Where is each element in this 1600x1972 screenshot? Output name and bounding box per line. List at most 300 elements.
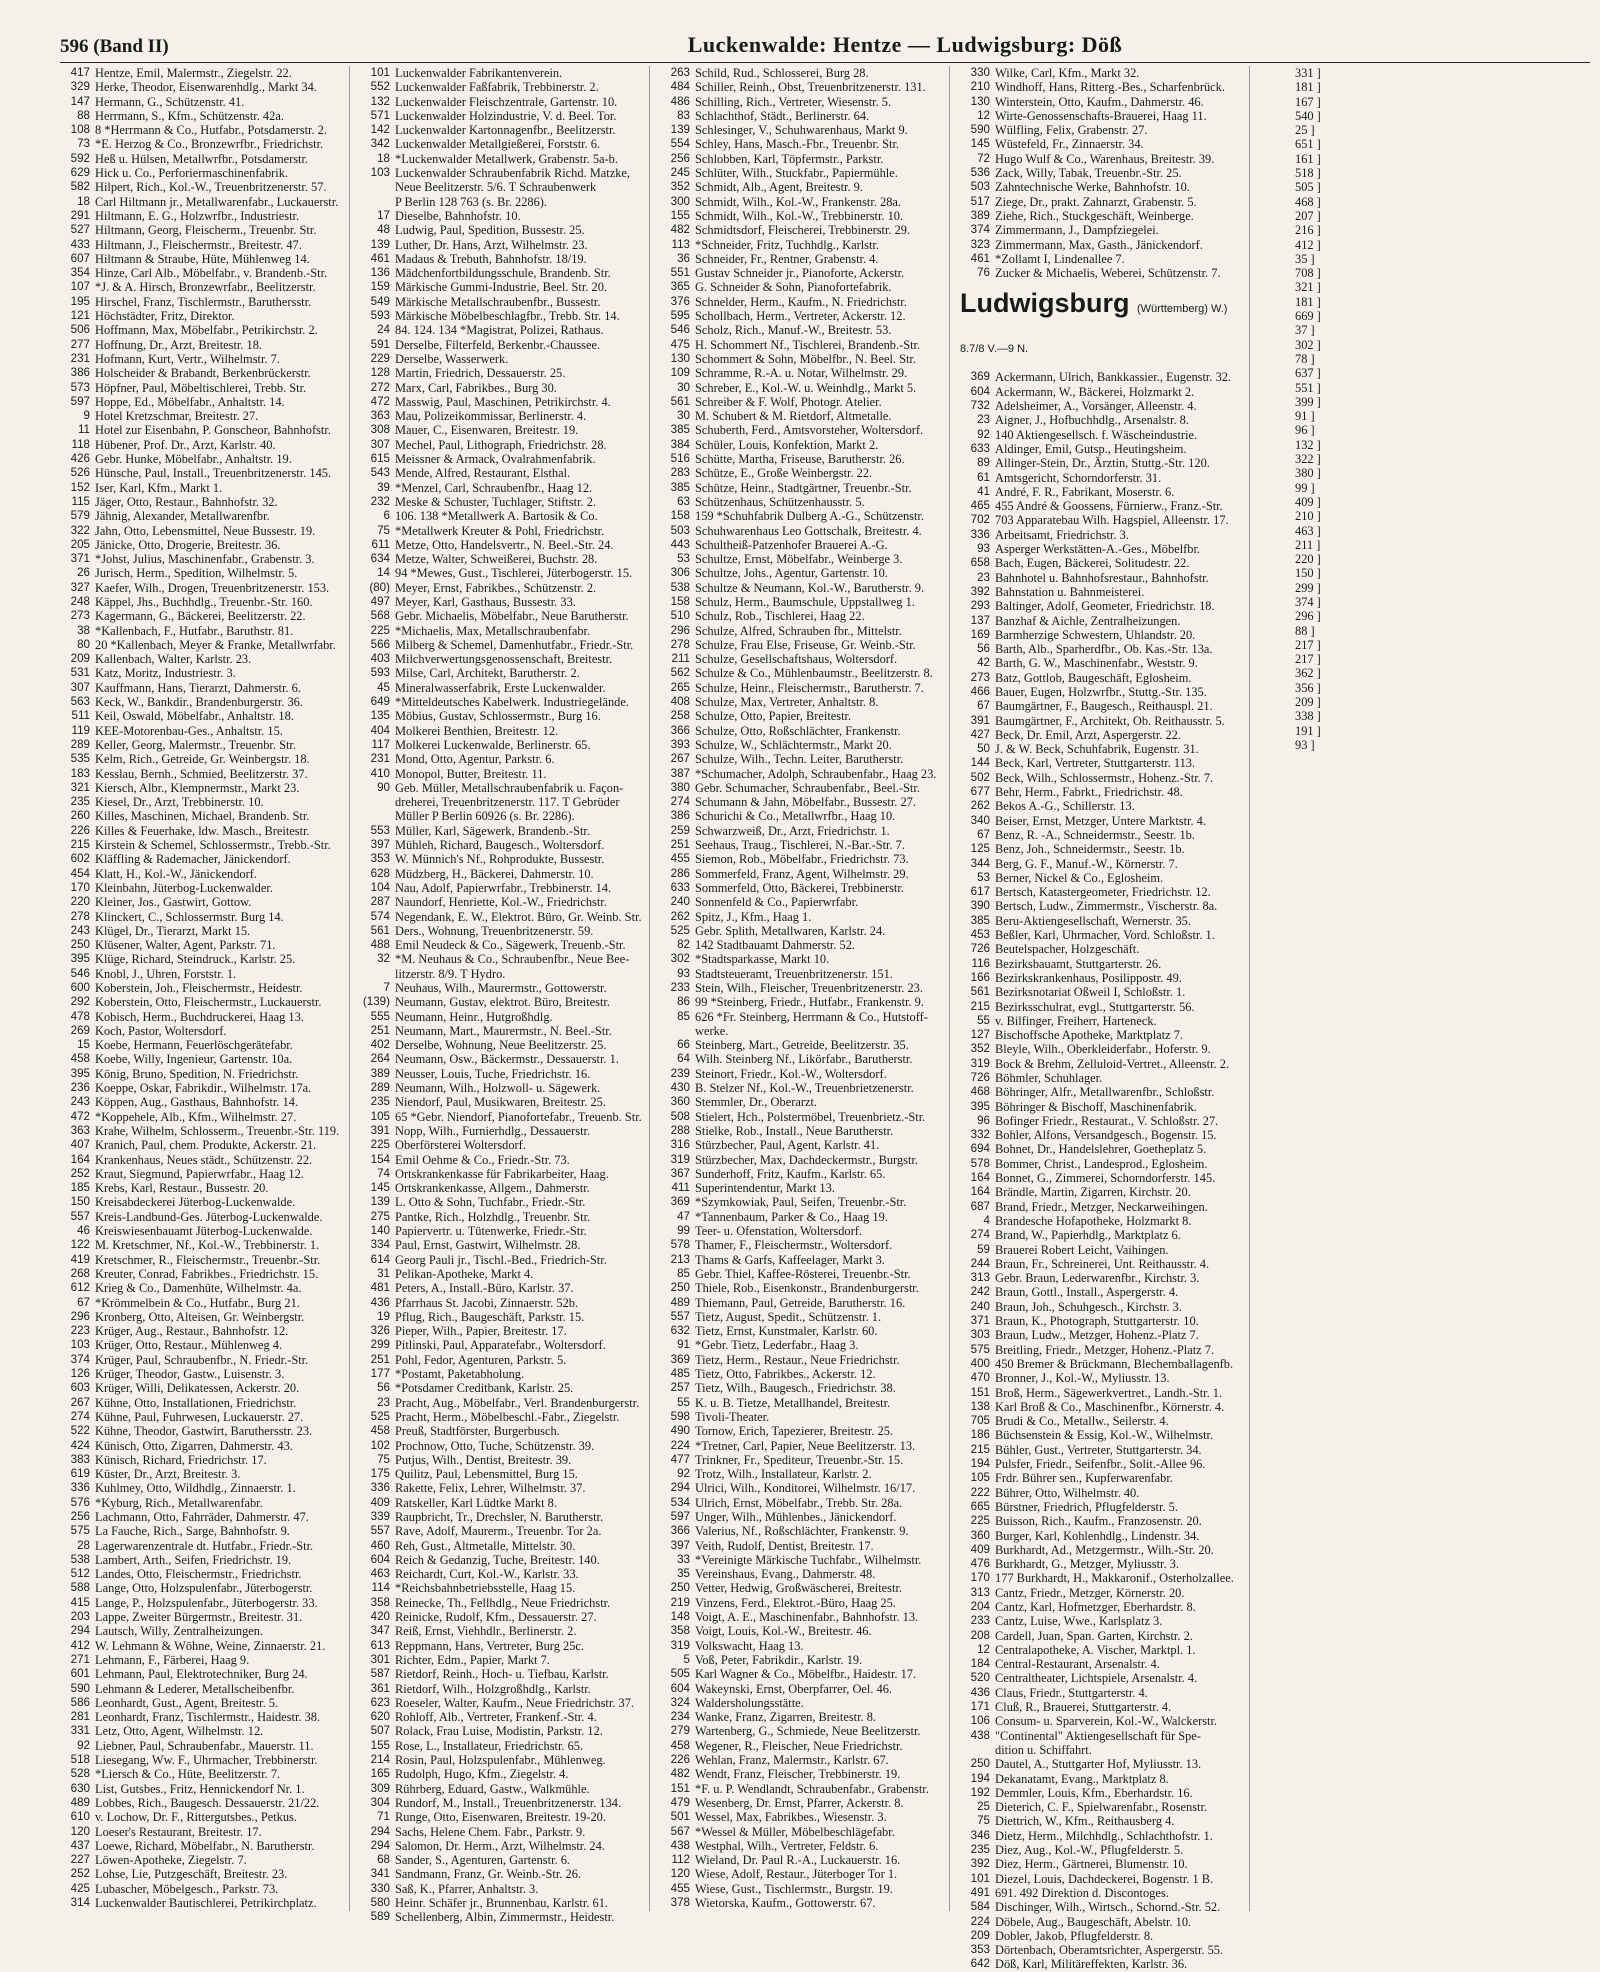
directory-entry [1260, 595, 1340, 609]
directory-entry [960, 1900, 1245, 1914]
phone-number: 380 [670, 780, 690, 794]
phone-number: 120 [70, 1824, 90, 1838]
entry-text: Schütze, Heinr., Stadtgärtner, Treuenbr.-Str. [695, 480, 912, 495]
directory-entry [660, 566, 945, 580]
entry-text: Zimmermann, J., Dampfziegelei. [995, 223, 1159, 238]
entry-text: Ackermann, W., Bäckerei, Holzmarkt 2. [995, 384, 1195, 399]
directory-entry [660, 967, 945, 981]
entry-text: Westphal, Wilh., Vertreter, Feldstr. 6. [695, 1838, 879, 1853]
phone-number: 250 [70, 938, 90, 952]
entry-text: Karl Wagner & Co., Möbelfbr., Haidestr. 17. [695, 1667, 917, 1682]
directory-entry [660, 1710, 945, 1724]
entry-text: 374 ] [1295, 594, 1321, 609]
directory-entry [60, 1810, 345, 1824]
directory-entry [660, 538, 945, 552]
phone-number: 443 [670, 537, 690, 551]
phone-number: 67 [77, 1295, 90, 1309]
entry-text: *Luckenwalder Metallwerk, Grabenstr. 5a-b. [395, 151, 618, 166]
phone-number: 363 [370, 409, 390, 423]
directory-entry [1260, 195, 1340, 209]
directory-entry [360, 1653, 645, 1667]
phone-number: 597 [670, 1509, 690, 1523]
directory-entry [360, 1710, 645, 1724]
entry-text: Tietz, Herm., Restaur., Neue Friedrichstr. [695, 1352, 900, 1367]
directory-entry [960, 542, 1245, 556]
phone-number: 574 [370, 909, 390, 923]
directory-entry [360, 1896, 645, 1910]
phone-number: 4 [983, 1213, 990, 1227]
entry-text: Mineralwasserfabrik, Erste Luckenwalder. [395, 680, 606, 695]
phone-number: 511 [71, 709, 90, 723]
phone-number: 252 [70, 1166, 90, 1180]
phone-number: 322 [70, 523, 90, 537]
phone-number: 732 [970, 399, 990, 413]
directory-entry [1260, 609, 1340, 623]
directory-entry [660, 1810, 945, 1824]
entry-text: Schulz, Rob., Tischlerei, Haag 22. [695, 609, 865, 624]
entry-text: Hinze, Carl Alb., Möbelfabr., v. Brandenb.-Str. [95, 266, 328, 281]
entry-text: Büchsenstein & Essig, Kol.-W., Wilhelmstr. [995, 1428, 1214, 1443]
phone-number: 48 [377, 223, 390, 237]
phone-number: 436 [370, 1295, 390, 1309]
directory-entry [960, 671, 1245, 685]
phone-number: 528 [70, 1767, 90, 1781]
phone-number: 242 [970, 1285, 990, 1299]
directory-entry [60, 1353, 345, 1367]
directory-entry [960, 1743, 1245, 1757]
directory-entry [360, 1724, 645, 1738]
directory-entry [360, 280, 645, 294]
entry-text: Neumann, Gustav, elektrot. Büro, Breitestr. [395, 995, 610, 1010]
entry-text: Centraltheater, Lichtspiele, Arsenalstr. 4. [995, 1671, 1198, 1686]
phone-number: 15 [77, 1038, 90, 1052]
directory-entry [1260, 123, 1340, 137]
entry-text: 161 ] [1295, 151, 1321, 166]
entry-text: Baumgärtner, F., Architekt, Ob. Reithausstr. 5. [995, 713, 1225, 728]
entry-text: Reichardt, Curt, Kol.-W., Karlstr. 33. [395, 1567, 579, 1582]
directory-entry [660, 1324, 945, 1338]
entry-text: Bezirksschulrat, evgl., Stuttgarterstr. 56. [995, 999, 1195, 1014]
entry-text: Marx, Carl, Fabrikbes., Burg 30. [395, 380, 557, 395]
entry-text: Pieper, Wilh., Papier, Breitestr. 17. [395, 1324, 567, 1339]
phone-number: 256 [670, 151, 690, 165]
phone-number: 233 [670, 981, 690, 994]
entry-text: Milse, Carl, Architekt, Barutherstr. 2. [395, 666, 580, 681]
entry-text: L. Otto & Sohn, Tuchfabr., Friedr.-Str. [395, 1195, 586, 1210]
phone-number: 85 [677, 1009, 690, 1023]
directory-entry [960, 1786, 1245, 1800]
directory-entry [360, 1095, 645, 1109]
entry-text: Luther, Dr. Hans, Arzt, Wilhelmstr. 23. [395, 237, 588, 252]
entry-text: Metze, Walter, Schweißerei, Buchstr. 28. [395, 552, 598, 567]
entry-text: Braun, Gottl., Install., Aspergerstr. 4. [995, 1285, 1179, 1300]
directory-entry [60, 180, 345, 194]
phone-number: 140 [370, 1224, 390, 1238]
entry-text: Hübener, Prof. Dr., Arzt, Karlstr. 40. [95, 437, 276, 452]
directory-entry [1260, 666, 1340, 680]
entry-text: Baltinger, Adolf, Geometer, Friedrichstr. 18. [995, 599, 1215, 614]
entry-text: werke. [695, 1023, 729, 1038]
phone-number: 23 [977, 413, 990, 427]
entry-text: J. & W. Beck, Schuhfabrik, Eugenstr. 31. [995, 742, 1199, 757]
directory-entry [960, 642, 1245, 656]
entry-text: Dieselbe, Bahnhofstr. 10. [395, 208, 521, 223]
directory-entry [60, 1567, 345, 1581]
phone-number [1260, 252, 1295, 266]
phone-number: 259 [670, 823, 690, 837]
directory-entry [960, 1657, 1245, 1671]
phone-number: 101 [970, 1871, 990, 1885]
directory-entry [1260, 252, 1340, 266]
entry-text: Brandesche Hofapotheke, Holzmarkt 8. [995, 1213, 1192, 1228]
phone-number: 463 [370, 1567, 390, 1581]
entry-text: Krieg & Co., Damenhüte, Wilhelmstr. 4a. [95, 1281, 302, 1296]
directory-entry [960, 1829, 1245, 1843]
directory-entry [60, 366, 345, 380]
directory-entry [660, 180, 945, 194]
directory-entry [60, 666, 345, 680]
phone-number: 612 [70, 1281, 90, 1295]
entry-text: Kreuter, Conrad, Fabrikbes., Friedrichstr. 15. [95, 1266, 319, 1281]
entry-text: Consum- u. Sparverein, Kol.-W., Walckerstr. [995, 1714, 1217, 1729]
directory-entry [60, 1410, 345, 1424]
entry-text: Zucker & Michaelis, Weberei, Schützenstr. 7. [995, 266, 1221, 281]
directory-entry [660, 1024, 945, 1038]
phone-number: 393 [670, 737, 690, 751]
entry-text: 106. 138 *Metallwerk A. Bartosik & Co. [395, 509, 598, 524]
directory-entry [660, 852, 945, 866]
entry-text: Behr, Herm., Fabrkt., Friedrichstr. 48. [995, 785, 1183, 800]
directory-entry [360, 295, 645, 309]
directory-entry [960, 1243, 1245, 1257]
phone-number: 165 [370, 1767, 390, 1781]
phone-number: 633 [670, 880, 690, 894]
directory-entry [960, 1228, 1245, 1242]
entry-text: Diezel, Louis, Dachdeckerei, Bogenstr. 1 B. [995, 1871, 1214, 1886]
entry-text: Klatt, H., Kol.-W., Jänickendorf. [95, 866, 257, 881]
directory-entry [60, 1882, 345, 1896]
entry-text: G. Schneider & Sohn, Pianofortefabrik. [695, 280, 892, 295]
directory-entry [660, 1410, 945, 1424]
phone-number: 649 [370, 695, 390, 709]
entry-text: 518 ] [1295, 166, 1321, 181]
entry-text: Lautsch, Willy, Zentralheizungen. [95, 1624, 264, 1639]
entry-text: Hoppe, Ed., Möbelfabr., Anhaltstr. 14. [95, 394, 285, 409]
entry-text: Neumann, Wilh., Holzwoll- u. Sägewerk. [395, 1081, 601, 1096]
directory-entry [660, 609, 945, 623]
entry-text: La Fauche, Rich., Sarge, Bahnhofstr. 9. [95, 1524, 290, 1539]
phone-number: 602 [70, 852, 90, 866]
entry-text: Dischinger, Wilh., Wirtsch., Schornd.-Str. 52. [995, 1900, 1221, 1915]
entry-text: Quilitz, Paul, Lebensmittel, Burg 15. [395, 1467, 578, 1482]
directory-entry [360, 995, 645, 1009]
directory-entry [360, 1381, 645, 1395]
phone-number: 491 [970, 1885, 990, 1899]
phone-number: 47 [677, 1209, 690, 1223]
directory-entry [60, 1424, 345, 1438]
phone-number: 516 [670, 452, 690, 466]
entry-text: 177 Burkhardt, H., Makkaronif., Osterholzallee. [995, 1571, 1234, 1586]
phone-number: 415 [70, 1595, 90, 1609]
directory-entry [960, 109, 1245, 123]
directory-entry [960, 1357, 1245, 1371]
entry-text: 159 *Schuhfabrik Dulberg A.-G., Schützenstr. [695, 509, 924, 524]
entry-text: Carl Hiltmann jr., Metallwarenfabr., Luckauerstr. [95, 194, 339, 209]
entry-text: Köppen, Aug., Gasthaus, Bahnhofstr. 14. [95, 1095, 299, 1110]
entry-text: *Wessel & Müller, Möbelbeschlägefabr. [695, 1824, 895, 1839]
phone-number: 522 [70, 1424, 90, 1438]
entry-text: Valerius, Nf., Roßschlächter, Frankenstr. 9. [695, 1524, 909, 1539]
phone-number: 267 [70, 1395, 90, 1409]
entry-text: Rolack, Frau Luise, Modistin, Parkstr. 12. [395, 1724, 603, 1739]
entry-text: Dörtenbach, Oberamtsrichter, Aspergerstr. 55. [995, 1943, 1224, 1958]
entry-text: 412 ] [1295, 237, 1321, 252]
entry-text: 468 ] [1295, 194, 1321, 209]
phone-number: 6 [383, 509, 390, 523]
directory-entry [360, 795, 645, 809]
directory-entry [60, 1467, 345, 1481]
entry-text: Reinecke, Th., Fellhdlg., Neue Friedrichstr. [395, 1595, 611, 1610]
phone-number [1260, 738, 1295, 752]
phone-number: 286 [670, 866, 690, 880]
directory-entry [360, 137, 645, 151]
phone-number: 482 [670, 223, 690, 237]
directory-entry [360, 95, 645, 109]
entry-text: Ziege, Dr., prakt. Zahnarzt, Grabenstr. 5. [995, 194, 1197, 209]
phone-number: 479 [670, 1795, 690, 1809]
directory-entry [360, 1467, 645, 1481]
phone-number: 579 [70, 509, 90, 523]
phone-number [1260, 295, 1295, 309]
entry-text: Berner, Nickel & Co., Eglosheim. [995, 870, 1164, 885]
directory-entry [960, 628, 1245, 642]
entry-text: Metze, Otto, Handelsvertr., N. Beel.-Str. 24. [395, 537, 614, 552]
phone-number: 484 [670, 80, 690, 94]
phone-number: 352 [970, 1042, 990, 1056]
phone-number: 613 [370, 1638, 390, 1652]
entry-text: Derselbe, Filterfeld, Berkenbr.-Chaussee. [395, 337, 601, 352]
directory-entry [360, 1753, 645, 1767]
directory-entry [660, 981, 945, 995]
entry-text: Emil Neudeck & Co., Sägewerk, Treuenb.-Str. [395, 938, 626, 953]
directory-entry [960, 1457, 1245, 1471]
entry-text: Hotel zur Eisenbahn, P. Gonscheor, Bahnhofstr. [95, 423, 331, 438]
entry-text: Krüger, Willi, Delikatessen, Ackerstr. 20. [95, 1381, 300, 1396]
directory-entry [60, 1896, 345, 1910]
directory-entry [660, 1639, 945, 1653]
directory-entry [60, 995, 345, 1009]
directory-entry [660, 1682, 945, 1696]
directory-entry [660, 781, 945, 795]
phone-number: 526 [70, 466, 90, 480]
phone-number: 74 [377, 1166, 390, 1180]
entry-text: Iser, Karl, Kfm., Markt 1. [95, 480, 223, 495]
directory-entry [960, 223, 1245, 237]
phone-number: 265 [670, 680, 690, 694]
phone-number: 437 [70, 1838, 90, 1852]
phone-number: 321 [70, 780, 90, 794]
directory-entry [660, 1796, 945, 1810]
phone-number: 195 [70, 294, 90, 308]
phone-number: 344 [970, 856, 990, 870]
phone-number: 634 [370, 552, 390, 566]
phone-number: 438 [670, 1838, 690, 1852]
entry-text: Neumann, Heinr., Hutgroßhdlg. [395, 1009, 553, 1024]
entry-text: Seehaus, Traug., Tischlerei, N.-Bar.-Str. 7. [695, 838, 905, 853]
phone-number: 215 [970, 999, 990, 1013]
phone-number: 557 [670, 1309, 690, 1323]
directory-entry [1260, 566, 1340, 580]
directory-entry [1260, 395, 1340, 409]
phone-number: 580 [370, 1896, 390, 1909]
phone-number: 226 [670, 1753, 690, 1767]
directory-entry [360, 1439, 645, 1453]
entry-text: 450 Bremer & Brückmann, Blechemballagenfb. [995, 1356, 1234, 1371]
phone-number [1260, 681, 1295, 695]
entry-text: Pflug, Rich., Baugeschäft, Parkstr. 15. [395, 1309, 585, 1324]
entry-text: Rührberg, Eduard, Gastw., Walkmühle. [395, 1781, 590, 1796]
phone-number: 227 [70, 1853, 90, 1867]
entry-text: Reppmann, Hans, Vertreter, Burg 25c. [395, 1638, 584, 1653]
directory-entry [360, 180, 645, 194]
entry-text: Wieland, Dr. Paul R.-A., Luckauerstr. 16. [695, 1853, 901, 1868]
phone-number: 130 [970, 94, 990, 108]
phone-number: 35 [677, 1567, 690, 1581]
directory-entry [960, 1128, 1245, 1142]
phone-number: 30 [677, 380, 690, 394]
entry-text: Bahnstation u. Bahnmeisterei. [995, 584, 1145, 599]
entry-text: Schmidt, Wilh., Kol.-W., Frankenstr. 28a. [695, 194, 901, 209]
phone-number: 23 [377, 1395, 390, 1409]
phone-number: 215 [70, 838, 90, 852]
directory-entry [960, 1042, 1245, 1056]
phone-number: 235 [70, 795, 90, 809]
directory-entry [660, 1481, 945, 1495]
phone-number: 304 [370, 1795, 390, 1809]
phone-number: 171 [970, 1700, 990, 1714]
entry-text: Hirschel, Franz, Tischlermstr., Baruthersstr. [95, 294, 312, 309]
directory-entry [660, 1539, 945, 1553]
phone-number: 630 [70, 1781, 90, 1795]
directory-entry [60, 309, 345, 323]
entry-text: *Kyburg, Rich., Metallwarenfabr. [95, 1495, 263, 1510]
phone-number [1260, 180, 1295, 194]
entry-text: Gebr. Braun, Lederwarenfbr., Kirchstr. 3. [995, 1271, 1200, 1286]
phone-number: 296 [70, 1309, 90, 1323]
phone-number: 409 [970, 1542, 990, 1556]
entry-text: Kaefer, Wilh., Drogen, Treuenbritzenerstr. 153. [95, 580, 330, 595]
directory-entry [360, 1553, 645, 1567]
phone-number: 472 [370, 394, 390, 408]
directory-entry [960, 1400, 1245, 1414]
phone-number: 584 [970, 1900, 990, 1914]
directory-entry [660, 595, 945, 609]
phone-number: 287 [370, 895, 390, 909]
directory-entry [660, 1496, 945, 1510]
entry-text: Baumgärtner, F., Baugesch., Reithauspl. 21. [995, 699, 1213, 714]
directory-entry [360, 1782, 645, 1796]
phone-number: 92 [977, 427, 990, 441]
entry-text: Schütte, Martha, Friseuse, Barutherstr. 26. [695, 452, 905, 467]
phone-number [1260, 266, 1295, 280]
directory-entry [960, 1943, 1245, 1957]
directory-entry [960, 66, 1245, 80]
directory-entry [1260, 423, 1340, 437]
phone-number: 391 [370, 1123, 390, 1137]
directory-entry [360, 123, 645, 137]
directory-entry [960, 1285, 1245, 1299]
directory-entry [60, 867, 345, 881]
directory-entry [960, 1843, 1245, 1857]
phone-number: 454 [70, 866, 90, 880]
directory-entry [1260, 466, 1340, 480]
column-1 [60, 66, 350, 1911]
directory-entry [60, 152, 345, 166]
phone-number: 294 [370, 1838, 390, 1852]
directory-entry [660, 652, 945, 666]
phone-number: 371 [970, 1314, 990, 1328]
phone-number: 114 [371, 1581, 390, 1595]
phone-number: 80 [77, 637, 90, 651]
directory-entry [960, 799, 1245, 813]
entry-text: Krüger, Paul, Schraubenfbr., N. Friedr.-Str. [95, 1352, 309, 1367]
directory-entry [360, 767, 645, 781]
entry-text: Benz, Joh., Schneidermstr., Seestr. 1b. [995, 842, 1185, 857]
entry-text: Schuberth, Ferd., Amtsvorsteher, Woltersdorf. [695, 423, 924, 438]
section-name: Ludwigsburg [960, 288, 1137, 319]
entry-text: Runge, Otto, Eisenwaren, Breitestr. 19-20. [395, 1810, 606, 1825]
entry-text: Milberg & Schemel, Damenhutfabr., Friedr.-Str. [395, 637, 634, 652]
phone-number [1260, 666, 1295, 680]
entry-text: Karl Broß & Co., Maschinenfbr., Körnerstr. 4. [995, 1399, 1225, 1414]
phone-number: 275 [370, 1209, 390, 1223]
phone-number: 512 [70, 1567, 90, 1581]
phone-number: 665 [970, 1499, 990, 1513]
directory-entry [660, 1853, 945, 1867]
entry-text: Brand, W., Papierhdlg., Marktplatz 6. [995, 1228, 1181, 1243]
directory-entry [60, 681, 345, 695]
phone-number: 466 [970, 684, 990, 698]
entry-text: Mechel, Paul, Lithograph, Friedrichstr. 28. [395, 437, 607, 452]
directory-entry [960, 971, 1245, 985]
entry-text: List, Gutsbes., Fritz, Hennickendorf Nr. 1. [95, 1781, 305, 1796]
directory-entry [60, 1596, 345, 1610]
entry-text: Schulze, W., Schlächtermstr., Markt 20. [695, 737, 892, 752]
directory-entry [360, 809, 645, 823]
entry-text: Bronner, J., Kol.-W., Myliusstr. 13. [995, 1371, 1170, 1386]
directory-entry [660, 1110, 945, 1124]
directory-entry [360, 481, 645, 495]
directory-entry [360, 952, 645, 966]
phone-number: 726 [970, 942, 990, 956]
phone-number: 309 [370, 1781, 390, 1795]
entry-text: *Johst, Julius, Maschinenfabr., Grabenstr. 3. [95, 552, 315, 567]
phone-number: 455 [670, 852, 690, 866]
directory-entry [960, 685, 1245, 699]
directory-entry [1260, 581, 1340, 595]
entry-text: Schulze, Wilh., Techn. Leiter, Barutherstr. [695, 752, 904, 767]
entry-text: 380 ] [1295, 466, 1321, 481]
directory-entry [660, 1281, 945, 1295]
entry-text: 140 Aktiengesellsch. f. Wäscheindustrie. [995, 427, 1198, 442]
entry-text: Pelikan-Apotheke, Markt 4. [395, 1266, 534, 1281]
phone-number: 412 [70, 1638, 90, 1652]
entry-text: Zimmermann, Max, Gasth., Jänickendorf. [995, 237, 1203, 252]
entry-text: Rudolph, Hugo, Kfm., Ziegelstr. 4. [395, 1767, 569, 1782]
directory-entry [960, 1529, 1245, 1543]
phone-number: 503 [970, 180, 990, 194]
directory-entry [360, 881, 645, 895]
